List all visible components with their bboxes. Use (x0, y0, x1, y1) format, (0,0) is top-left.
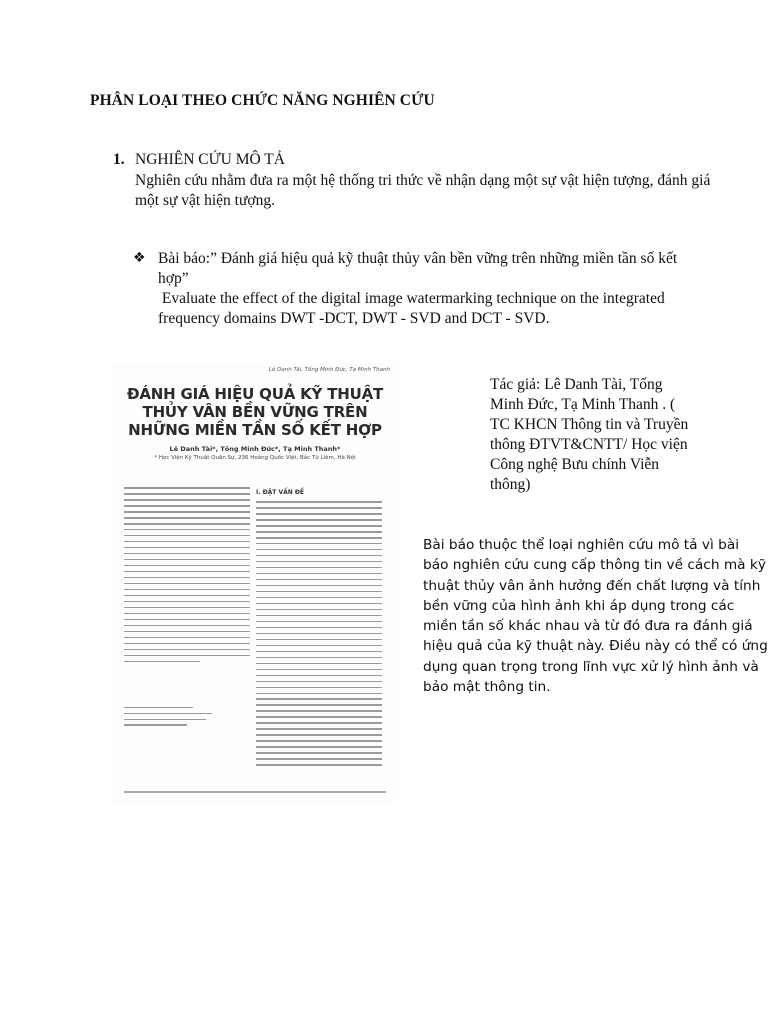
article-title-vi: Bài báo:” Đánh giá hiệu quả kỹ thuật thủy vân bền vững trên những miền tần số kết hợp” (158, 250, 678, 287)
section-number: 1. (113, 151, 125, 168)
thumbnail-right-column (256, 487, 382, 770)
article-thumbnail (112, 363, 398, 803)
thumbnail-affiliation: * Học Viện Kỹ Thuật Quân Sự, 236 Hoàng Quốc Việt, Bắc Từ Liêm, Hà Nội (154, 455, 356, 461)
page-title: PHÂN LOẠI THEO CHỨC NĂNG NGHIÊN CỨU (90, 92, 435, 109)
diamond-bullet-icon: ❖ (133, 250, 146, 266)
section-title: NGHIÊN CỨU MÔ TẢ (135, 151, 285, 168)
thumbnail-footer (124, 791, 386, 793)
thumbnail-left-column (124, 487, 250, 730)
thumbnail-header: Lê Danh Tài, Tống Minh Đức, Tạ Minh Thanh (268, 367, 390, 373)
thumbnail-title: ĐÁNH GIÁ HIỆU QUẢ KỸ THUẬT THỦY VÂN BỀN VỮNG TRÊN NHỮNG MIỀN TẦN SỐ KẾT HỢP (126, 385, 384, 439)
article-analysis: Bài báo thuộc thể loại nghiên cứu mô tả vì bài báo nghiên cứu cung cấp thông tin về cách mà kỹ thuật thủy vân ảnh hưởng đến chất lượng và tính bền vững của hình ảnh khi áp dụng trong các miền tần số khác nhau và từ đó đưa ra đánh giá hiệu quả của kỹ thuật này. Điều này có thể có ứng dụng quan trọng trong lĩnh vực xử lý hình ảnh và bảo mật thông tin. (423, 537, 768, 696)
article-title-en (158, 289, 678, 329)
article-authors: Tác giả: Lê Danh Tài, Tống Minh Đức, Tạ Minh Thanh . ( TC KHCN Thông tin và Truyền thông ĐTVT&CNTT/ Học viện Công nghệ Bưu chính Viễn thông) (490, 376, 689, 493)
section-description: Nghiên cứu nhằm đưa ra một hệ thống tri thức về nhận dạng một sự vật hiện tượng, đánh giá một sự vật hiện tượng. (135, 172, 711, 209)
thumbnail-section-heading: I. ĐẶT VẤN ĐỀ (256, 489, 304, 496)
thumbnail-authors: Lê Danh Tài*, Tống Minh Đức*, Tạ Minh Thanh* (169, 445, 341, 453)
article-title-en-text: Evaluate the effect of the digital image watermarking technique on the integrated frequency domains DWT -DCT, DWT - SVD and DCT - SVD. (158, 290, 665, 327)
